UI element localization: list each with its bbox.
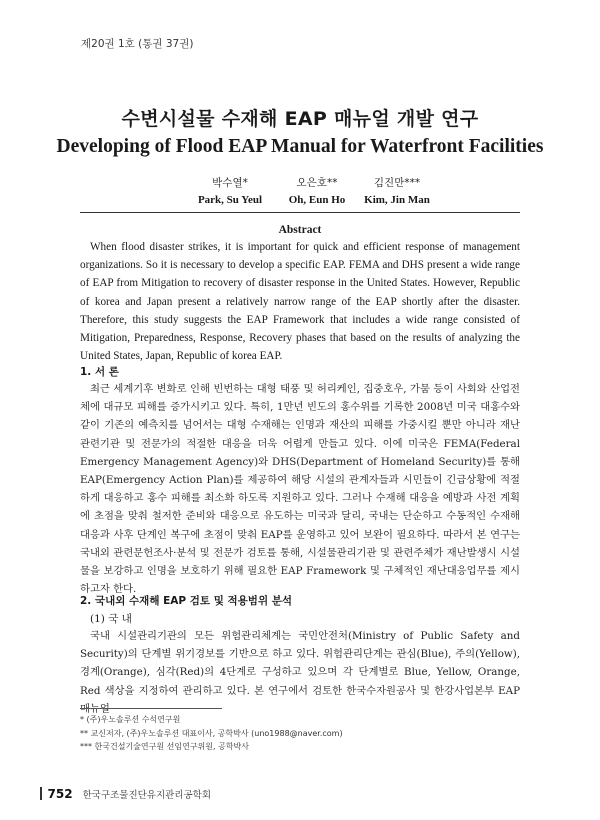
- society-name: 한국구조물진단유지관리공학회: [82, 790, 212, 801]
- section-1-text: 최근 세계기후 변화로 인해 빈번하는 대형 태풍 및 허리케인, 집중호우, 가뭄 등이 사회와 산업전체에 대규모 피해를 증가시키고 있다. 특히, 1만년 빈도의 홍수위를 기록한 2008년 미국 대홍수와 같이 기존의 예측치를 넘어서는 대형 수재해는 인명과 재산의 피해를 가중시킬 뿐만 아니라 재난 관련기관 및 전문가의 적절한 대응을 더욱 어렵게 만들고 있다. 이에 미국은 FEMA(Federal Emergency Management Agency)와 DHS(Department of Homeland Security)를 통해 EAP(Emergency Action Plan)를 제공하여 해당 시설의 관계자들과 시민들이 긴급상황에 적절하게 대응하고 홍수 피해를 최소화 하도록 지원하고 있다. 그러나 수재해 대응을 예방과 사전 계획에 초점을 맞춰 철저한 준비와 대응으로 유도하는 미국과 달리, 국내는 단순하고 수동적인 수재해 대응과 사후 단계인 복구에 초점이 맞춰 EAP를 운영하고 있어 보완이 필요하다. 따라서 본 연구는 국내외 관련문헌조사·분석 및 전문가 검토를 통해, 시설물관리기관 및 관련주체가 재난발생시 시설물을 보강하고 인명을 보호하기 위해 필요한 EAP Framework 및 구체적인 재난대응업무를 제시하고자 한다.: [80, 383, 520, 596]
- abstract-heading: Abstract: [278, 224, 322, 236]
- section-2-text: 국내 시설관리기관의 모든 위험관리체계는 국민안전처(Ministry of Public Safety and Security)의 단계별 위기경보를 기반으로 하고 있다. 위험관리단계는 관심(Blue), 주의(Yellow), 경계(Orange), 심각(Red)의 4단계로 구성하고 있으며 각 단계별로 Blue, Yellow, Orange, Red 색상을 지정하여 관리하고 있다. 본 연구에서 검토한 한국수자원공사 및 한강사업본부 EAP 매뉴얼: [80, 630, 520, 715]
- section-2-body: [80, 627, 520, 718]
- title-english: Developing of Flood EAP Manual for Waterfront Facilities: [56, 136, 544, 157]
- footnote-3: *** 한국건설기술연구원 선임연구위원, 공학박사: [80, 742, 250, 751]
- title-divider: [80, 212, 520, 213]
- footnote-divider: [80, 708, 222, 709]
- section-2-heading: 2. 국내외 수재해 EAP 검토 및 적용범위 분석: [80, 595, 293, 607]
- abstract-text: When flood disaster strikes, it is important for quick and efficient response of management organizations. So it is necessary to develop a specific EAP. FEMA and DHS present a wide range of EAP from Mitigation to recovery of disaster response in the United States. However, Republic of korea and Japan present a relatively narrow range of the EAP shortly after the disaster. Therefore, this study suggests the EAP Framework that includes a wide range consisted of Mitigation, Preparedness, Response, Recovery phases that based on the results of analyzing the United States, Japan, Republic of korea EAP.: [80, 241, 520, 363]
- footer-bar: [40, 787, 42, 800]
- page-footer: [40, 787, 211, 801]
- author-2-english: Oh, Eun Ho: [288, 194, 346, 206]
- author-2-korean: 오은호**: [296, 177, 338, 189]
- subsection-domestic-heading: (1) 국 내: [90, 613, 132, 625]
- abstract-body: [80, 238, 520, 365]
- section-1-heading: 1. 서 론: [80, 366, 119, 378]
- footnote-1: * (주)우노솔루션 수석연구원: [80, 715, 181, 724]
- author-1-english: Park, Su Yeul: [197, 194, 263, 206]
- journal-volume-header: 제20권 1호 (통권 37권): [81, 38, 194, 50]
- author-3-english: Kim, Jin Man: [364, 194, 430, 206]
- author-3: [337, 175, 457, 206]
- footnotes: [80, 713, 343, 754]
- author-1-korean: 박수열*: [212, 177, 248, 189]
- section-1-body: [80, 380, 520, 598]
- title-korean: 수변시설물 수재해 EAP 매뉴얼 개발 연구: [121, 108, 479, 130]
- author-3-korean: 김진만***: [373, 177, 421, 189]
- page-number: 752: [47, 787, 73, 801]
- footnote-2: ** 교신저자, (주)우노솔루션 대표이사, 공학박사 (uno1988@naver.com): [80, 728, 343, 738]
